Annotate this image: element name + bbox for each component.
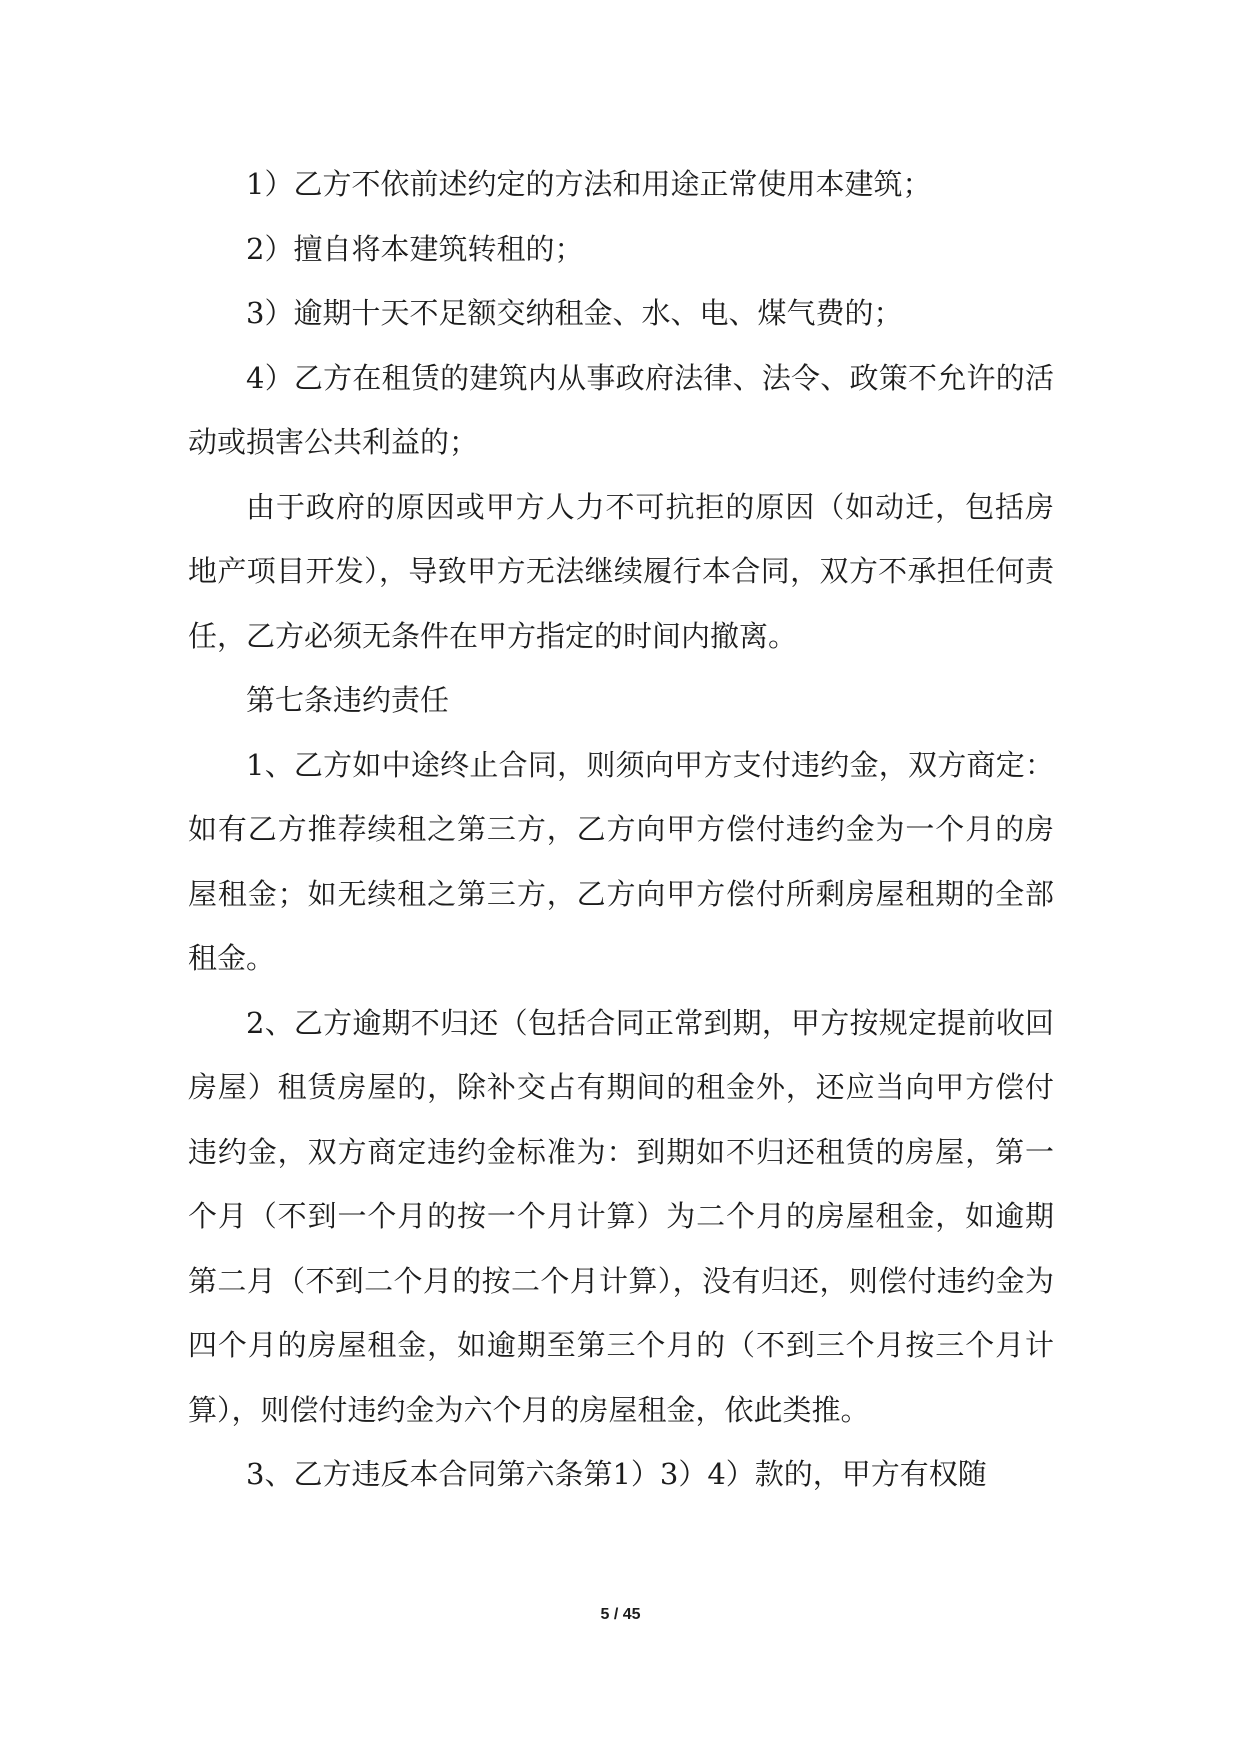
paragraph-clause-4: 4）乙方在租赁的建筑内从事政府法律、法令、政策不允许的活动或损害公共利益的； [188, 360, 1054, 459]
paragraph-liability-2: 2、乙方逾期不归还（包括合同正常到期，甲方按规定提前收回房屋）租赁房屋的，除补交占有期间的租金外，还应当向甲方偿付违约金，双方商定违约金标准为：到期如不归还租赁的房屋，第一个月（不到一个月的按一个月计算）为二个月的房屋租金，如逾期第二月（不到二个月的按二个月计算），没有归还，则偿付违约金为四个月的房屋租金，如逾期至第三个月的（不到三个月按三个月计算），则偿付违约金为六个月的房屋租金，依此类推。 [188, 1005, 1054, 1427]
paragraph-liability-1: 1、乙方如中途终止合同，则须向甲方支付违约金，双方商定：如有乙方推荐续租之第三方，乙方向甲方偿付违约金为一个月的房屋租金；如无续租之第三方，乙方向甲方偿付所剩房屋租期的全部租金。 [188, 747, 1054, 975]
page-number: 5 / 45 [600, 1606, 641, 1623]
paragraph-clause-3: 3）逾期十天不足额交纳租金、水、电、煤气费的； [246, 296, 903, 330]
paragraph-clause-1: 1）乙方不依前述约定的方法和用途正常使用本建筑； [246, 167, 932, 201]
paragraph-force-majeure: 由于政府的原因或甲方人力不可抗拒的原因（如动迁，包括房地产项目开发），导致甲方无法继续履行本合同，双方不承担任何责任，乙方必须无条件在甲方指定的时间内撤离。 [188, 489, 1054, 653]
section-heading-article-7: 第七条违约责任 [246, 683, 450, 717]
paragraph-liability-3: 3、乙方违反本合同第六条第1）3）4）款的，甲方有权随 [246, 1457, 987, 1491]
paragraph-clause-2: 2）擅自将本建筑转租的； [246, 231, 584, 266]
document-body [188, 152, 1054, 1507]
